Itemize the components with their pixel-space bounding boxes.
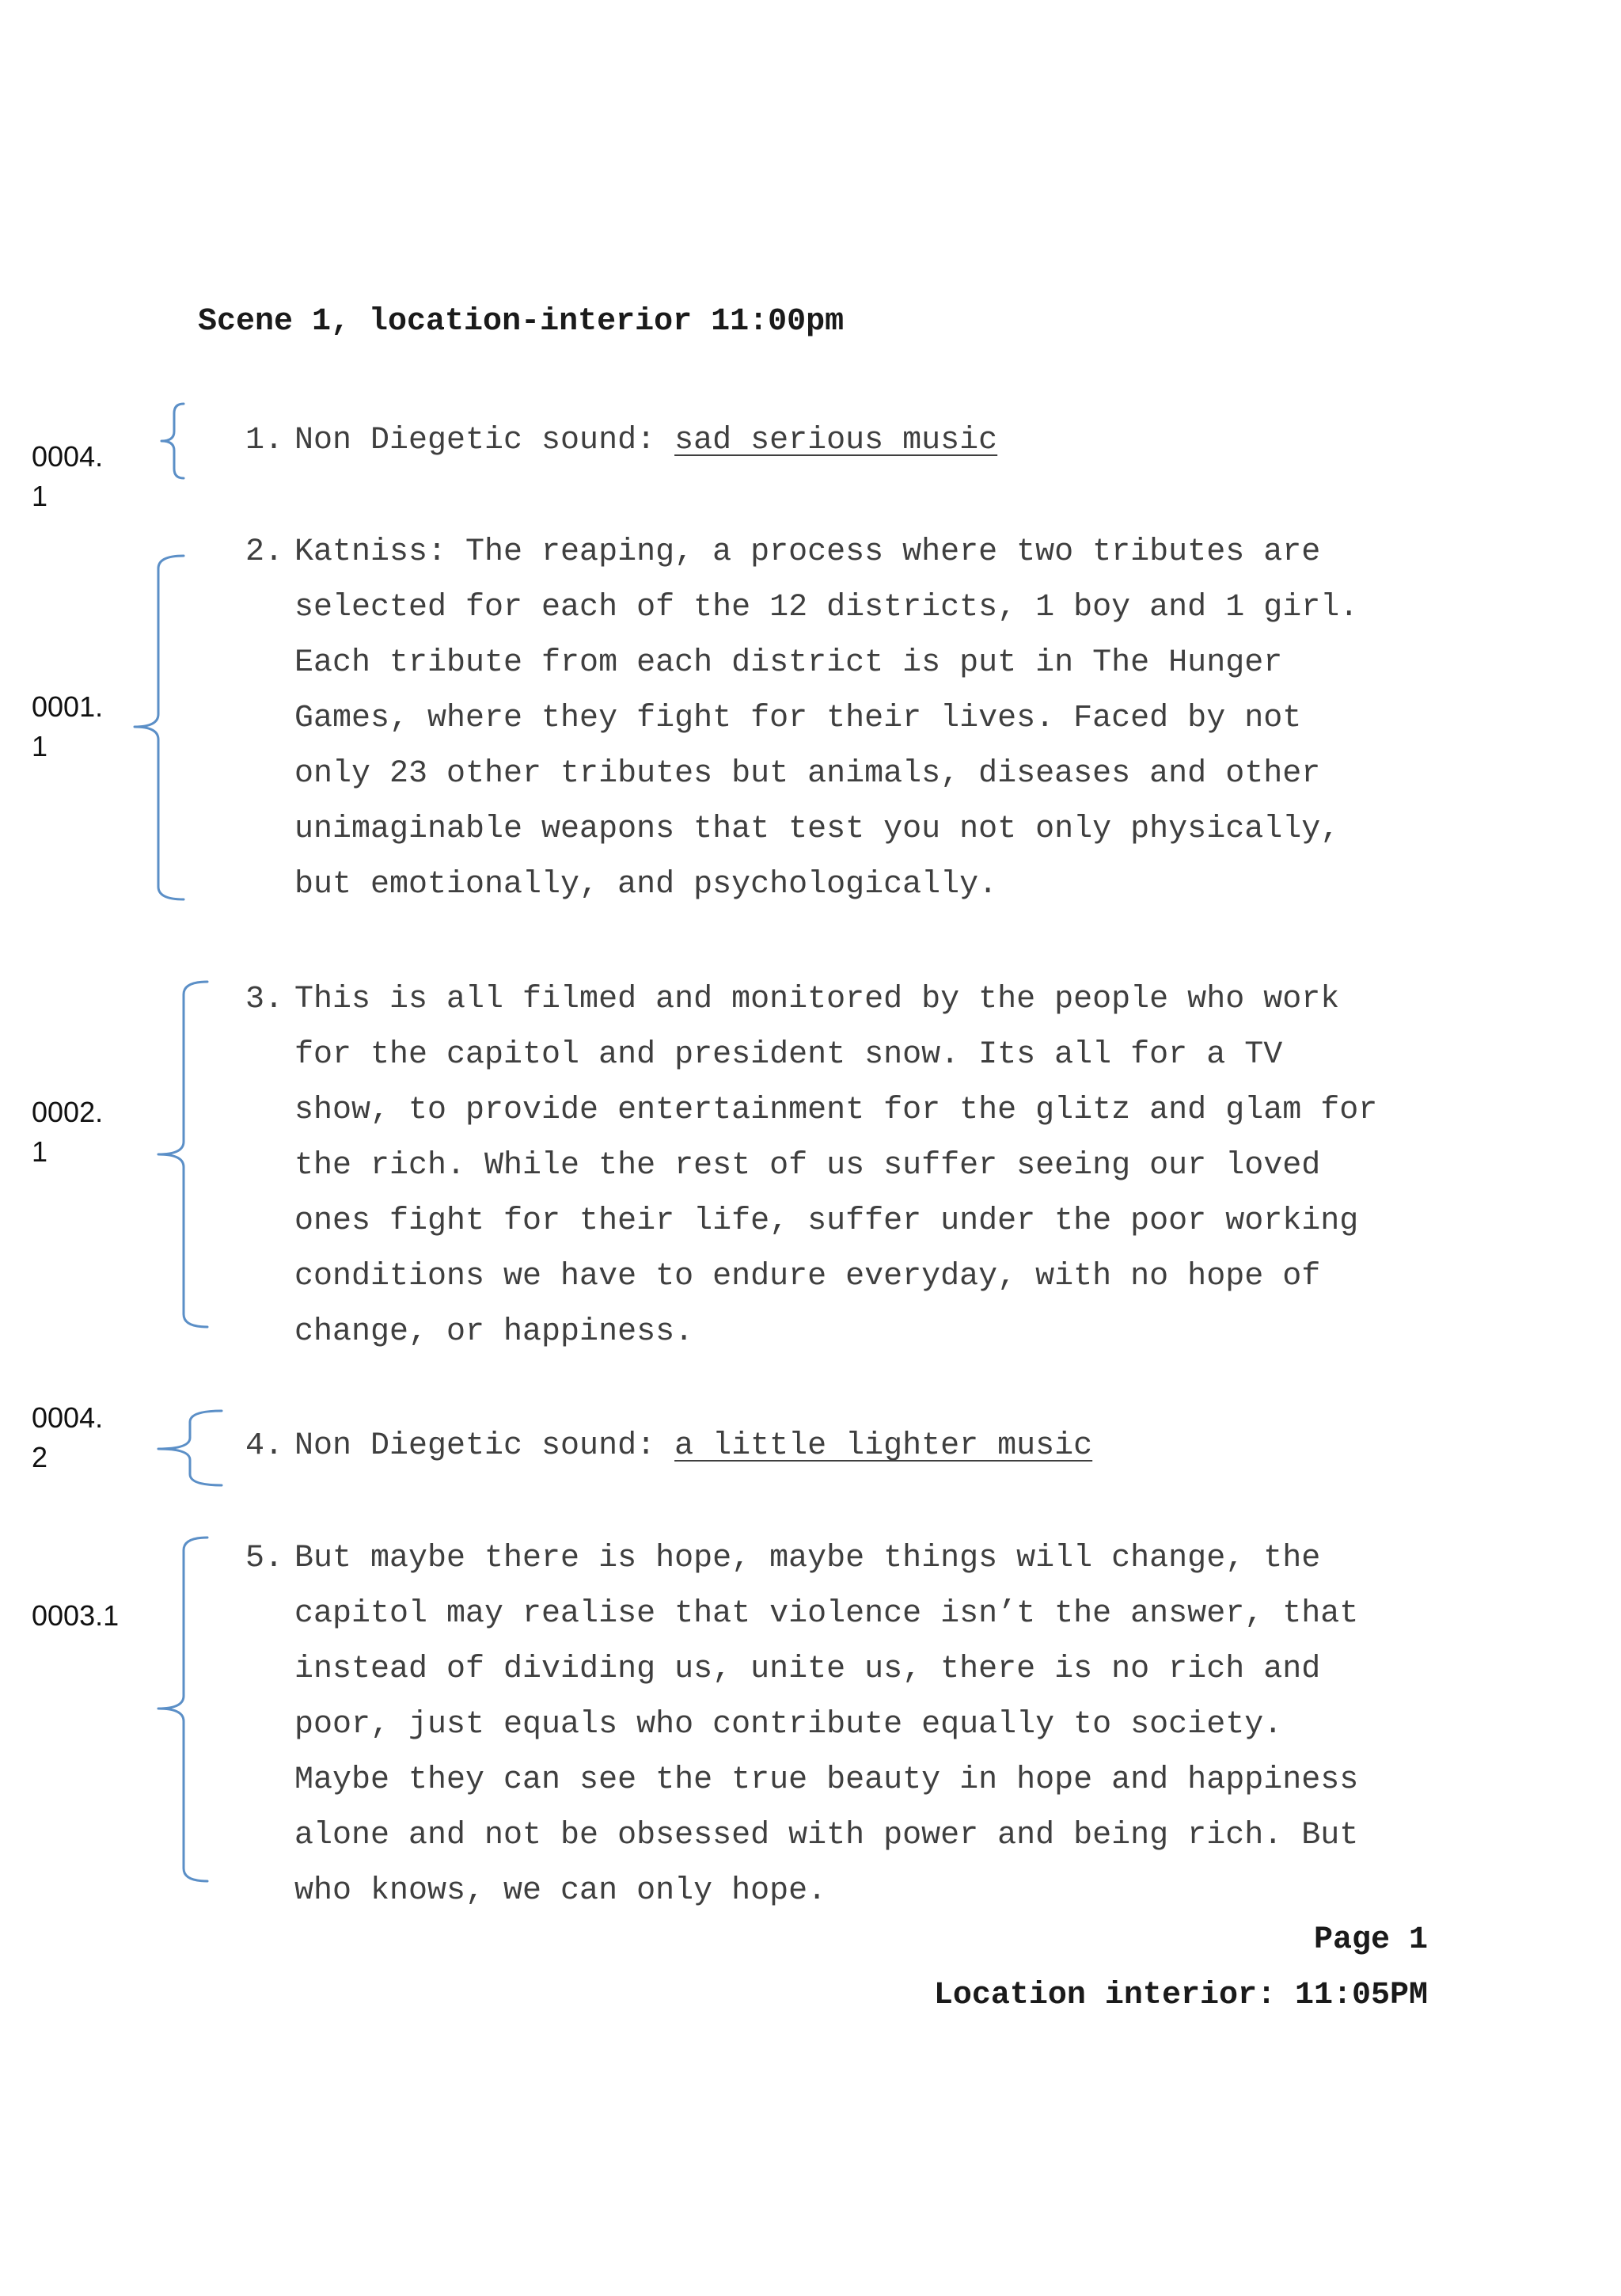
item-line: only 23 other tributes but animals, diseases and other xyxy=(294,756,1321,792)
margin-code-3: 0002. 1 xyxy=(32,1096,104,1168)
item-number: 5. xyxy=(245,1541,284,1576)
margin-code-2: 0001. 1 xyxy=(32,690,104,762)
item-line: capitol may realise that violence isn’t the answer, that xyxy=(294,1596,1359,1632)
item-line: Each tribute from each district is put in The Hunger xyxy=(294,645,1283,681)
page-number: Page 1 xyxy=(1313,1922,1428,1958)
sound-cue: a little lighter music xyxy=(674,1428,1093,1464)
item-line: the rich. While the rest of us suffer seeing our loved xyxy=(294,1148,1321,1184)
item-number: 1. xyxy=(245,423,284,458)
item-line: for the capitol and president snow. Its all for a TV xyxy=(294,1037,1283,1073)
script-item-2 xyxy=(245,525,1358,913)
item-line: Games, where they fight for their lives. Faced by not xyxy=(294,701,1302,736)
location-footer: Location interior: 11:05PM xyxy=(933,1978,1428,2013)
item-line: show, to provide entertainment for the glitz and glam for xyxy=(294,1093,1378,1128)
item-number: 3. xyxy=(245,982,284,1017)
item-line: Maybe they can see the true beauty in hope and happiness xyxy=(294,1762,1359,1798)
script-item-1 xyxy=(245,413,997,469)
margin-code-1: 0004. 1 xyxy=(32,440,104,512)
item-line: alone and not be obsessed with power and being rich. But xyxy=(294,1818,1359,1853)
sound-cue: sad serious music xyxy=(674,423,998,458)
item-line: This is all filmed and monitored by the people who work xyxy=(294,982,1340,1017)
item-line: unimaginable weapons that test you not only physically, xyxy=(294,812,1340,847)
item-text: Non Diegetic sound: xyxy=(294,423,675,458)
item-number: 2. xyxy=(245,534,284,570)
brace-5 xyxy=(158,1538,207,1881)
item-line: poor, just equals who contribute equally to society. xyxy=(294,1707,1283,1743)
item-line: selected for each of the 12 districts, 1 boy and 1 girl. xyxy=(294,590,1359,625)
item-line: But maybe there is hope, maybe things will change, the xyxy=(294,1541,1321,1576)
item-line: Katniss: The reaping, a process where two tributes are xyxy=(294,534,1321,570)
script-item-4 xyxy=(245,1419,1092,1474)
brace-3 xyxy=(158,982,207,1327)
brace-2 xyxy=(135,556,184,899)
brace-4 xyxy=(158,1411,222,1485)
item-number: 4. xyxy=(245,1428,284,1464)
script-item-3 xyxy=(245,972,1377,1360)
margin-code-5: 0003.1 xyxy=(32,1599,120,1632)
item-line: but emotionally, and psychologically. xyxy=(294,867,998,903)
script-item-5 xyxy=(245,1531,1358,1919)
item-line: ones fight for their life, suffer under the poor working xyxy=(294,1203,1359,1239)
item-line: instead of dividing us, unite us, there is no rich and xyxy=(294,1652,1321,1687)
item-line: who knows, we can only hope. xyxy=(294,1873,827,1909)
brace-1 xyxy=(161,404,184,478)
item-line: change, or happiness. xyxy=(294,1314,694,1350)
item-line: conditions we have to endure everyday, with no hope of xyxy=(294,1259,1321,1294)
item-text: Non Diegetic sound: xyxy=(294,1428,675,1464)
margin-code-4: 0004. 2 xyxy=(32,1401,104,1473)
scene-heading: Scene 1, location-interior 11:00pm xyxy=(198,304,845,340)
